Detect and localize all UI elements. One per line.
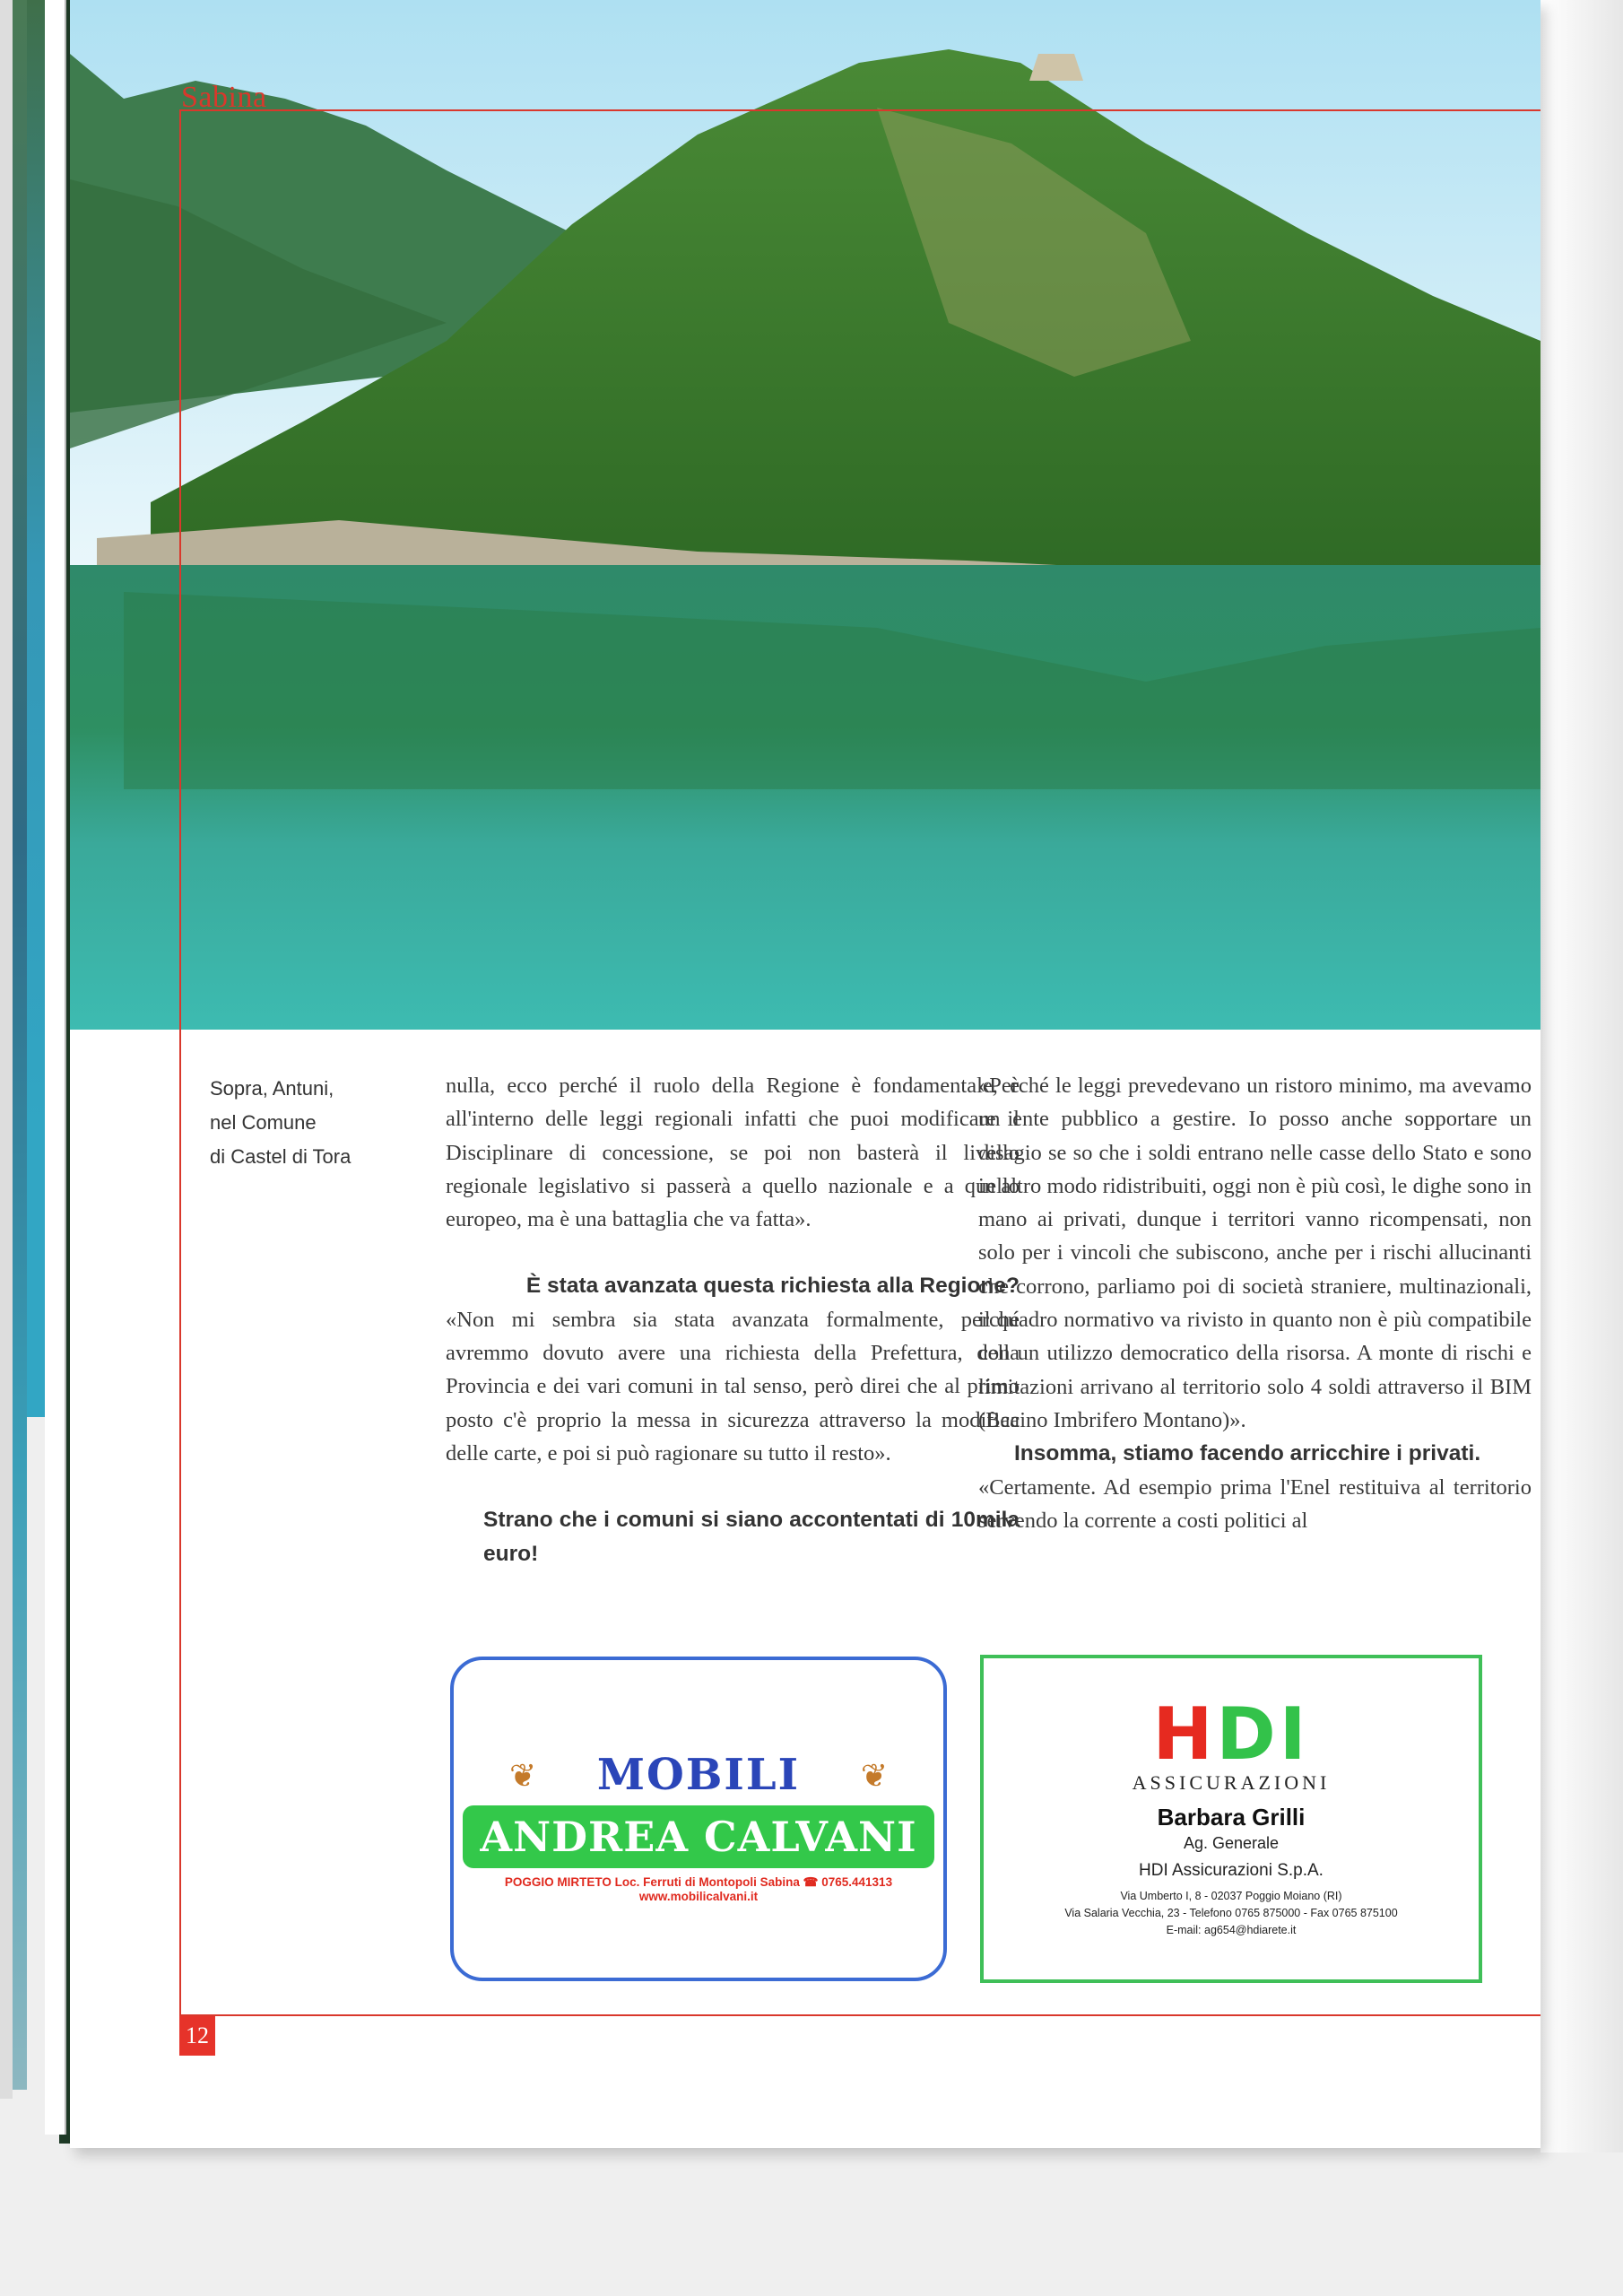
paragraph: «Non mi sembra sia stata avanzata formalmente, perché avremmo dovuto avere una richiesta della Prefettura, della Provincia e dei vari comuni in tal senso, però direi che al primo posto c'è proprio la messa in sicurezza attraverso la modifica delle carte, e poi si può ragionare su tutto il resto». bbox=[446, 1307, 1020, 1465]
agent-role: Ag. Generale bbox=[1183, 1834, 1280, 1852]
address-line: Via Umberto I, 8 - 02037 Poggio Moiano (RI) bbox=[1120, 1890, 1342, 1902]
lake-mountain-photo bbox=[70, 0, 1541, 1030]
ad-hdi-assicurazioni bbox=[980, 1655, 1482, 1983]
paragraph: «Perché le leggi prevedevano un ristoro minimo, ma avevamo un ente pubblico a gestire. Io posso anche sopportare un disagio se so che i soldi entrano nelle casse dello Stato e sono in altro modo ridistribuiti, oggi non è più così, le dighe sono in mano ai privati, dunque i territori vanno ricompensati, non solo per i vincoli che subiscono, anche per i rischi allucinanti che corrono, parliamo poi di società straniere, multinazionali, il quadro normativo va rivisto in quanto non è più compatibile con un utilizzo democratico della risorsa. A monte di rischi e limitazioni arrivano al territorio solo 4 soldi attraverso il BIM (Bacino Imbrifero Montano)». bbox=[978, 1074, 1532, 1432]
tree-icon: ❦ bbox=[860, 1758, 888, 1794]
tree-icon: ❦ bbox=[509, 1758, 537, 1794]
magazine-page bbox=[70, 0, 1541, 2148]
caption-line: nel Comune bbox=[210, 1111, 317, 1134]
article-column-1 bbox=[446, 1069, 1020, 1570]
red-frame-bottom bbox=[179, 2014, 1541, 2016]
hdi-subtitle: ASSICURAZIONI bbox=[1132, 1771, 1331, 1794]
hdi-logo: HDI bbox=[1152, 1692, 1310, 1776]
red-frame-left bbox=[179, 109, 181, 2020]
section-label: Sabina bbox=[181, 81, 267, 114]
red-frame-top bbox=[179, 109, 1541, 111]
email: E-mail: ag654@hdiarete.it bbox=[1166, 1924, 1297, 1936]
interview-question: Strano che i comuni si siano accontentati di 10mila euro! bbox=[483, 1508, 1020, 1566]
ad-title: MOBILI bbox=[596, 1750, 801, 1800]
page-shadow bbox=[1541, 0, 1623, 2152]
company-name: HDI Assicurazioni S.p.A. bbox=[1139, 1861, 1324, 1880]
article-column-2 bbox=[978, 1069, 1532, 1537]
caption-line: di Castel di Tora bbox=[210, 1145, 352, 1168]
ad-mobili-calvani bbox=[450, 1657, 947, 1981]
magazine-page-stack bbox=[0, 0, 81, 2152]
interview-question: Insomma, stiamo facendo arricchire i privati. bbox=[1014, 1441, 1481, 1466]
address-line: Via Salaria Vecchia, 23 - Telefono 0765 875000 - Fax 0765 875100 bbox=[1064, 1907, 1398, 1919]
page-number: 12 bbox=[179, 2016, 215, 2056]
caption-line: Sopra, Antuni, bbox=[210, 1077, 334, 1100]
ad-name-banner: ANDREA CALVANI bbox=[463, 1805, 934, 1868]
photo-caption bbox=[210, 1072, 362, 1174]
agent-name: Barbara Grilli bbox=[1157, 1804, 1306, 1831]
interview-question: È stata avanzata questa richiesta alla Regione? bbox=[525, 1274, 1020, 1299]
ad-address: POGGIO MIRTETO Loc. Ferruti di Montopoli Sabina ☎ 0765.441313 www.mobilicalvani.it bbox=[504, 1875, 893, 1903]
paragraph: nulla, ecco perché il ruolo della Regione è fondamentale, è all'interno delle leggi regionali infatti che puoi modificare il Disciplinare di concessione, se poi non basterà il livello regionale legislativo si passerà a quello nazionale e a quello europeo, ma è una battaglia che va fatta». bbox=[446, 1074, 1020, 1232]
paragraph: «Certamente. Ad esempio prima l'Enel restituiva al territorio servendo la corrente a costi politici al bbox=[978, 1474, 1532, 1533]
